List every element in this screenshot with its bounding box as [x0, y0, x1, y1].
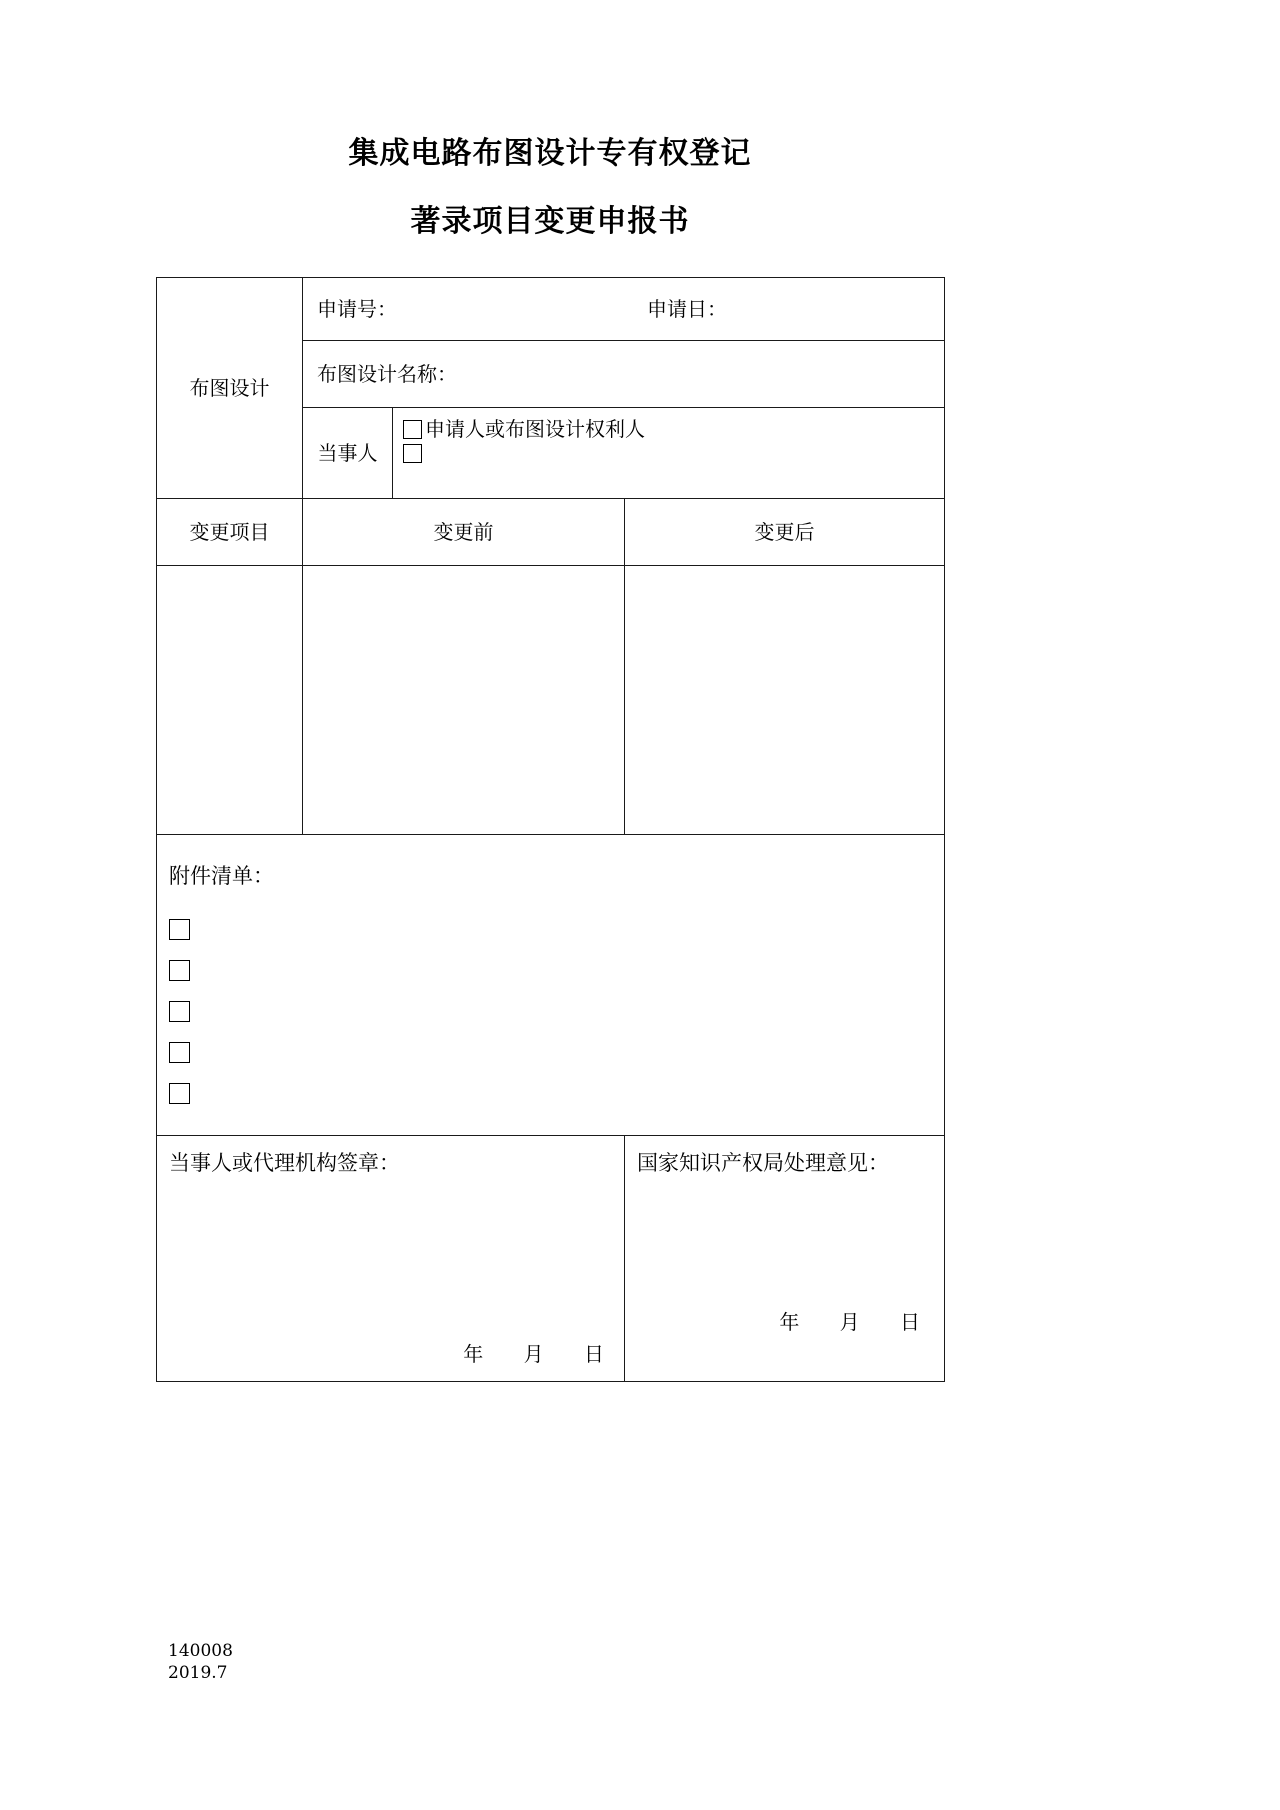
attachments-cell	[157, 835, 945, 1136]
date-year-label: 年	[463, 1342, 484, 1366]
checkbox-icon[interactable]	[169, 960, 190, 981]
attachments-checkbox-list	[169, 919, 944, 1124]
list-item[interactable]	[169, 960, 944, 1001]
cnipa-opinion-date	[779, 1307, 920, 1337]
checkbox-icon[interactable]	[403, 444, 422, 463]
checkbox-icon[interactable]	[169, 1001, 190, 1022]
attachments-title: 附件清单：	[169, 864, 274, 888]
date-day-label: 日	[584, 1342, 604, 1366]
change-before-cell[interactable]	[303, 566, 625, 835]
document-title-line-2: 著录项目变更申报书	[410, 204, 690, 239]
checkbox-icon[interactable]	[169, 1083, 190, 1104]
table-row-change-headers	[157, 499, 945, 566]
date-month-label: 月	[523, 1342, 544, 1366]
footer-codes	[168, 1640, 233, 1684]
list-item[interactable]	[169, 1042, 944, 1083]
layout-design-name-label: 布图设计名称：	[317, 362, 457, 386]
application-date-label: 申请日：	[647, 297, 727, 321]
change-item-header: 变更项目	[157, 499, 303, 566]
layout-design-row-label: 布图设计	[157, 278, 303, 499]
checkbox-icon[interactable]	[169, 1042, 190, 1063]
list-item[interactable]	[169, 1083, 944, 1124]
table-row-attachments	[157, 835, 945, 1136]
list-item[interactable]	[169, 1001, 944, 1042]
date-year-label: 年	[779, 1310, 800, 1334]
cnipa-opinion-title: 国家知识产权局处理意见：	[637, 1151, 889, 1175]
party-signature-cell[interactable]	[157, 1136, 625, 1382]
document-title-block	[0, 132, 1100, 244]
change-application-form	[156, 277, 945, 1382]
party-option-2[interactable]	[403, 444, 944, 463]
table-row	[157, 566, 945, 835]
party-option-1-label: 申请人或布图设计权利人	[425, 417, 645, 441]
form-code: 140008	[168, 1641, 233, 1661]
list-item[interactable]	[169, 919, 944, 960]
change-after-header: 变更后	[625, 499, 945, 566]
party-signature-date	[463, 1339, 604, 1369]
form-version-date: 2019.7	[168, 1663, 228, 1683]
table-row-application-number	[157, 278, 945, 341]
change-before-header: 变更前	[303, 499, 625, 566]
party-signature-title: 当事人或代理机构签章：	[169, 1151, 400, 1175]
change-item-cell[interactable]	[157, 566, 303, 835]
party-options-cell	[393, 408, 945, 499]
party-option-1[interactable]	[403, 418, 944, 440]
layout-design-name-cell	[303, 341, 945, 408]
document-title-line-1: 集成电路布图设计专有权登记	[348, 136, 752, 171]
change-after-cell[interactable]	[625, 566, 945, 835]
date-month-label: 月	[839, 1310, 860, 1334]
cnipa-opinion-cell[interactable]	[625, 1136, 945, 1382]
application-number-cell	[303, 278, 945, 341]
application-number-label: 申请号：	[317, 297, 397, 321]
checkbox-icon[interactable]	[169, 919, 190, 940]
date-day-label: 日	[900, 1310, 921, 1334]
checkbox-icon[interactable]	[403, 420, 422, 439]
table-row-signatures	[157, 1136, 945, 1382]
party-label: 当事人	[303, 408, 393, 499]
